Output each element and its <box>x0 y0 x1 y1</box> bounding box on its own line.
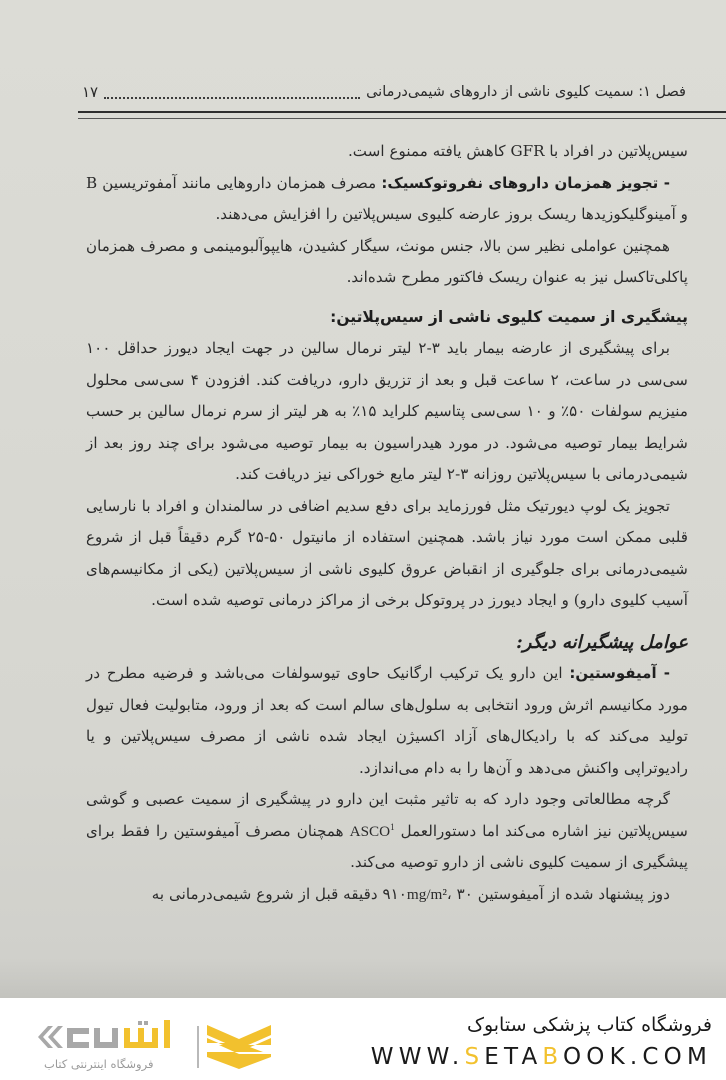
paragraph <box>86 879 688 911</box>
shop-title: فروشگاه کتاب پزشکی ستابوک <box>466 1014 712 1036</box>
url-part: OOK.COM <box>562 1044 712 1070</box>
chapter-title: فصل ۱: سمیت کلیوی ناشی از داروهای شیمی‌درمانی <box>366 84 686 100</box>
header-rule <box>78 111 726 119</box>
paragraph: برای پیشگیری از عارضه بیمار باید ۳-۲ لیتر نرمال سالین در جهت ایجاد دیورز حداقل ۱۰۰ سی‌سی در ساعت، ۲ ساعت قبل و بعد از تزریق دارو، دریافت کند. افزودن ۴ سی‌سی محلول منیزیم سولفات ۵۰٪ و ۱۰ سی‌سی پتاسیم کلراید ۱۵٪ به هر لیتر از سرم نرمال سالین بر حسب شرایط بیمار توصیه می‌شود. در مورد هیدراسیون به بیمار توصیه می‌شود برای چند روز بعد از شیمی‌درمانی با سیس‌پلاتین روزانه ۳-۲ لیتر مایع خوراکی نیز دریافت کند. <box>86 339 688 483</box>
paragraph: همچنین عواملی نظیر سن بالا، جنس مونث، سیگار کشیدن، هایپوآلبومینمی و مصرف همزمان پاکلی‌تاکسل نیز به عنوان ریسک فاکتور مطرح شده‌اند. <box>86 236 688 286</box>
url-accent-letter: B <box>542 1044 563 1070</box>
paragraph <box>86 658 688 784</box>
page-number: ۱۷ <box>82 83 99 101</box>
setabook-emblem-icon <box>205 1023 273 1069</box>
section-heading-other-factors: عوامل پیشگیرانه دیگر: <box>516 631 688 653</box>
url-part: ETA <box>484 1044 543 1070</box>
section-heading-prevention: پیشگیری از سمیت کلیوی ناشی از سیس‌پلاتین: <box>330 307 688 326</box>
dot-leader <box>104 85 360 99</box>
url-part: WWW. <box>370 1044 465 1070</box>
paragraph <box>86 168 688 231</box>
asco-label: ASCO <box>349 822 391 840</box>
logo-divider <box>197 1026 199 1068</box>
paragraph-text: ، ۳۰ دقیقه قبل از شروع شیمی‌درمانی به <box>151 884 473 903</box>
paragraph-text: دوز پیشنهاد شده از آمیفوستین <box>472 884 670 903</box>
setabook-wordmark-icon <box>34 1020 184 1054</box>
logo-tagline: فروشگاه اینترنتی کتاب <box>44 1057 154 1071</box>
paragraph: تجویز یک لوپ دیورتیک مثل فورزماید برای دفع سدیم اضافی در سالمندان و افراد با نارسایی قلبی ممکن است مورد نیاز باشد. همچنین استفاده از مانیتول ۵۰-۲۵ گرم دقیقاً قبل از شروع شیمی‌درمانی برای جلوگیری از انقباض عروق کلیوی ناشی از سیس‌پلاتین (یکی از مکانیسم‌های آسیب کلیوی دارو) و ایجاد دیورز در پروتوکل برخی از مراکز درمانی توصیه شده است. <box>86 496 688 609</box>
paragraph-text: همچنان مصرف آمیفوستین را فقط برای پیشگیری از سمیت کلیوی ناشی از دارو توصیه می‌کند. <box>86 821 688 871</box>
running-head <box>82 78 686 106</box>
term-nephrotoxic-drugs: - تجویز همزمان داروهای نفروتوکسیک: <box>381 173 671 192</box>
term-amifostine: - آمیفوستین: <box>569 664 670 682</box>
shop-url-link[interactable] <box>371 1044 712 1070</box>
paragraph-text: این دارو یک ترکیب ارگانیک حاوی تیوسولفات می‌باشد و فرضیه مطرح در مورد مکانیسم اثرش ورود انتخابی به سلول‌های سالم است که بعد از ورود، متابولیت فعال تیول تولید می‌کند که با رادیکال‌های آزاد اکسیژن ایجاد شده ناشی از مصرف سیس‌پلاتین و یا رادیوتراپی واکنش می‌دهد و آن‌ها را به دام می‌اندازد. <box>86 664 688 777</box>
body-text <box>86 136 688 910</box>
url-accent-letter: S <box>464 1044 485 1070</box>
paragraph-text: مصرف همزمان داروهایی مانند آمفوتریسین B و آمینوگلیکوزیدها ریسک بروز عارضه کلیوی سیس‌پلاتین را افزایش می‌دهند. <box>86 173 688 223</box>
footnote-marker: 1 <box>390 821 395 832</box>
asco-reference <box>350 823 395 840</box>
paragraph: سیس‌پلاتین در افراد با GFR کاهش یافته ممنوع است. <box>347 142 688 160</box>
paragraph-text: گرچه مطالعاتی وجود دارد که به تاثیر مثبت این دارو در پیشگیری از سمیت عصبی و گوشی سیس‌پلاتین نیز اشاره می‌کند اما دستورالعمل <box>86 790 688 840</box>
dose-value: ۹۱۰mg/m² <box>382 885 447 903</box>
paragraph <box>86 784 688 879</box>
